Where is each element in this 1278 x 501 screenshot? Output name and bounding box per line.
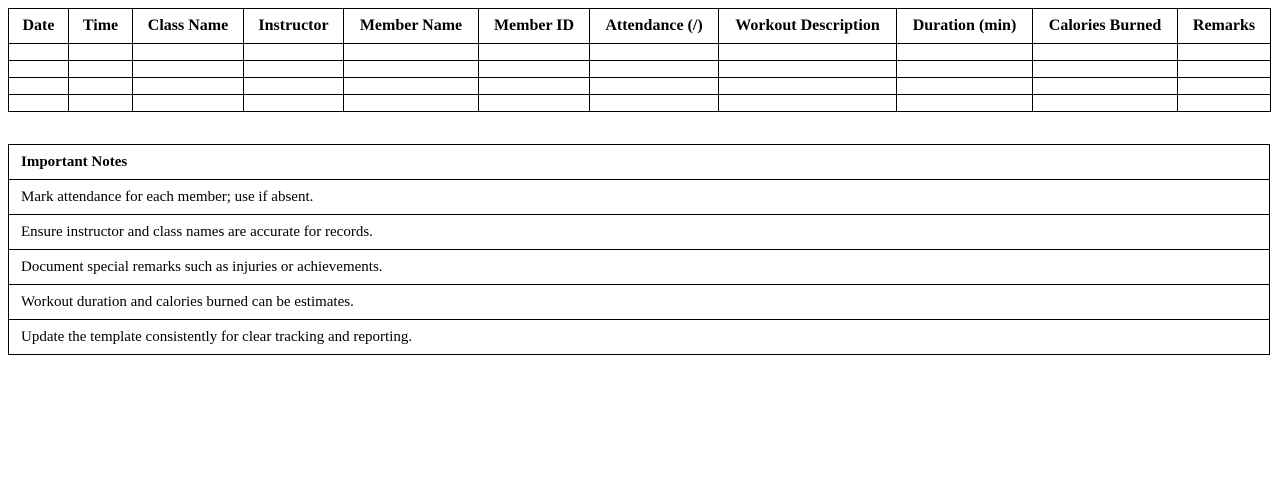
table-cell[interactable]	[69, 78, 133, 95]
note-row	[9, 215, 1270, 250]
note-item: Ensure instructor and class names are accurate for records.	[9, 215, 1270, 250]
column-header-date: Date	[9, 9, 69, 44]
table-cell[interactable]	[590, 44, 719, 61]
column-header-member-name: Member Name	[344, 9, 479, 44]
table-cell[interactable]	[69, 44, 133, 61]
note-item: Workout duration and calories burned can be estimates.	[9, 285, 1270, 320]
notes-heading: Important Notes	[9, 145, 1270, 180]
table-cell[interactable]	[344, 44, 479, 61]
column-header-duration: Duration (min)	[897, 9, 1033, 44]
table-cell[interactable]	[133, 95, 244, 112]
table-cell[interactable]	[244, 44, 344, 61]
table-cell[interactable]	[1178, 78, 1271, 95]
table-cell[interactable]	[479, 44, 590, 61]
table-cell[interactable]	[719, 61, 897, 78]
table-cell[interactable]	[1033, 44, 1178, 61]
table-cell[interactable]	[479, 78, 590, 95]
table-cell[interactable]	[1178, 61, 1271, 78]
table-cell[interactable]	[479, 61, 590, 78]
table-cell[interactable]	[344, 61, 479, 78]
note-item: Update the template consistently for clear tracking and reporting.	[9, 320, 1270, 355]
important-notes-table	[8, 144, 1270, 355]
note-row	[9, 180, 1270, 215]
table-cell[interactable]	[719, 78, 897, 95]
note-item: Mark attendance for each member; use if absent.	[9, 180, 1270, 215]
column-header-workout-description: Workout Description	[719, 9, 897, 44]
table-cell[interactable]	[344, 95, 479, 112]
table-cell[interactable]	[244, 61, 344, 78]
table-cell[interactable]	[9, 95, 69, 112]
table-cell[interactable]	[897, 95, 1033, 112]
table-cell[interactable]	[1033, 95, 1178, 112]
table-cell[interactable]	[1178, 44, 1271, 61]
document-body	[8, 8, 1270, 355]
table-row	[9, 78, 1271, 95]
column-header-member-id: Member ID	[479, 9, 590, 44]
note-row	[9, 285, 1270, 320]
table-cell[interactable]	[9, 78, 69, 95]
table-cell[interactable]	[133, 78, 244, 95]
table-cell[interactable]	[244, 95, 344, 112]
table-cell[interactable]	[9, 61, 69, 78]
table-cell[interactable]	[479, 95, 590, 112]
column-header-class-name: Class Name	[133, 9, 244, 44]
table-cell[interactable]	[590, 95, 719, 112]
column-header-remarks: Remarks	[1178, 9, 1271, 44]
table-cell[interactable]	[897, 44, 1033, 61]
table-row	[9, 61, 1271, 78]
table-cell[interactable]	[69, 95, 133, 112]
column-header-attendance: Attendance (/)	[590, 9, 719, 44]
notes-heading-row	[9, 145, 1270, 180]
table-cell[interactable]	[719, 44, 897, 61]
class-attendance-table	[8, 8, 1271, 112]
column-header-time: Time	[69, 9, 133, 44]
table-cell[interactable]	[133, 44, 244, 61]
table-row	[9, 95, 1271, 112]
table-cell[interactable]	[244, 78, 344, 95]
note-item: Document special remarks such as injuries or achievements.	[9, 250, 1270, 285]
table-cell[interactable]	[69, 61, 133, 78]
table-cell[interactable]	[344, 78, 479, 95]
table-cell[interactable]	[590, 61, 719, 78]
table-cell[interactable]	[719, 95, 897, 112]
table-cell[interactable]	[1178, 95, 1271, 112]
column-header-calories-burned: Calories Burned	[1033, 9, 1178, 44]
table-row	[9, 44, 1271, 61]
table-cell[interactable]	[897, 78, 1033, 95]
table-cell[interactable]	[9, 44, 69, 61]
table-cell[interactable]	[133, 61, 244, 78]
note-row	[9, 320, 1270, 355]
table-cell[interactable]	[1033, 61, 1178, 78]
table-cell[interactable]	[897, 61, 1033, 78]
table-cell[interactable]	[1033, 78, 1178, 95]
table-cell[interactable]	[590, 78, 719, 95]
table-header-row	[9, 9, 1271, 44]
column-header-instructor: Instructor	[244, 9, 344, 44]
note-row	[9, 250, 1270, 285]
